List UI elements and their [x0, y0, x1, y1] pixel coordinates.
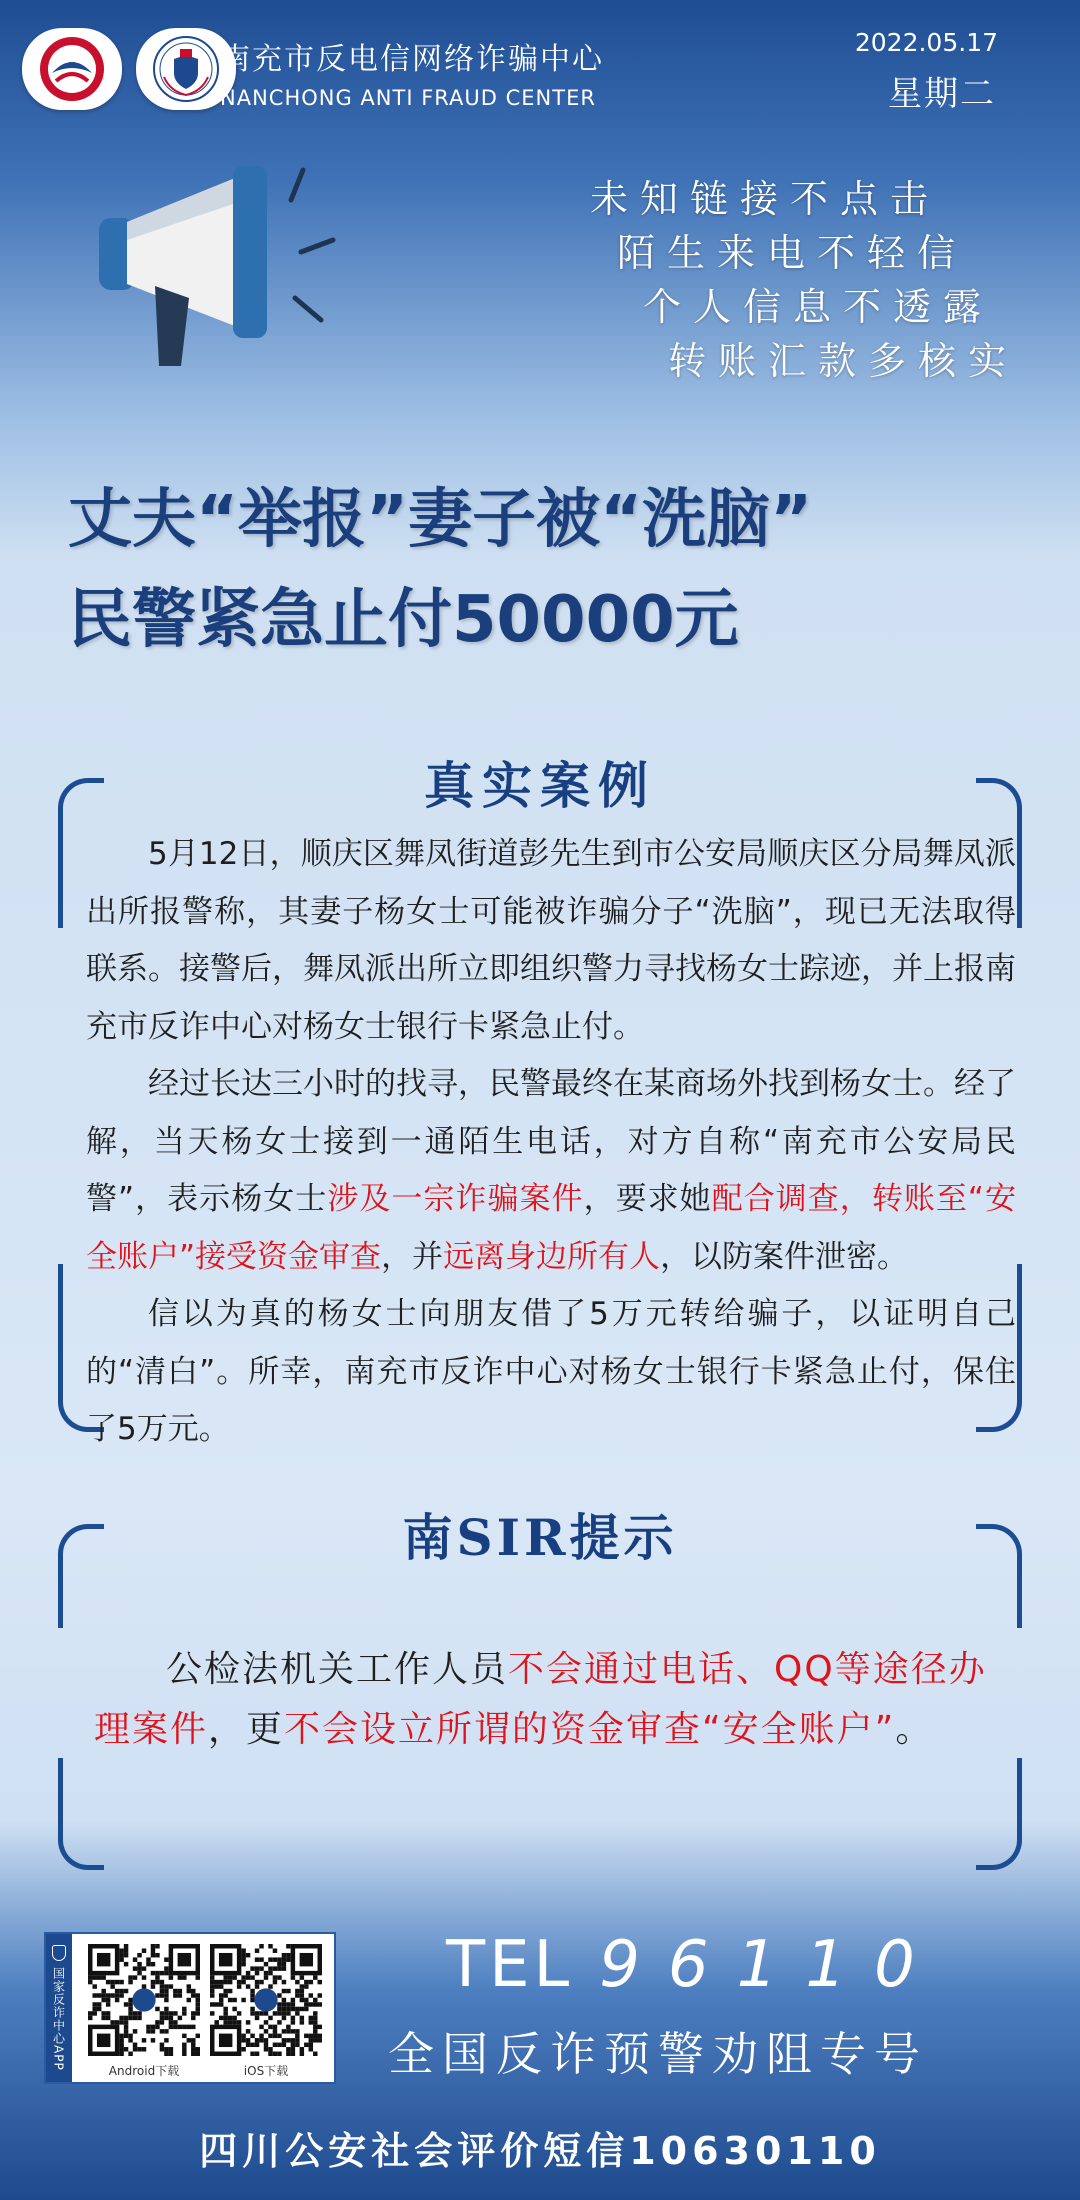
svg-text:南充公安: 南充公安 — [58, 49, 86, 57]
android-download-label: Android下载 — [108, 2064, 180, 2078]
tip-title: 南SIR提示 — [402, 1508, 678, 1567]
center-name-en: NANCHONG ANTI FRAUD CENTER — [220, 86, 596, 110]
shield-icon — [52, 1945, 66, 1961]
case-p2-text: ，并 — [381, 1238, 444, 1275]
tip-line-4: 转账汇款多核实 — [668, 339, 1019, 383]
ios-download-label: iOS下载 — [243, 2064, 289, 2078]
tip-highlight: 不会设立所谓的资金审查“安全账户” — [284, 1709, 896, 1750]
headline-line-2: 民警紧急止付50000元 — [68, 583, 739, 657]
police-badge-icon — [36, 33, 108, 105]
app-logo-icon — [254, 1988, 277, 2011]
tip-line-3: 个人信息不透露 — [643, 285, 994, 329]
tip-line-2: 陌生来电不轻信 — [617, 231, 968, 275]
hotline-label: 全国反诈预警劝阻专号 — [388, 2027, 928, 2081]
case-paragraph-3: 信以为真的杨女士向朋友借了5万元转给骗子，以证明自己的“清白”。所幸，南充市反诈中心对杨女士银行卡紧急止付，保住了5万元。 — [86, 1296, 1016, 1447]
tel-line — [446, 1928, 943, 2002]
case-p2-text: 经过长达三小时的找寻，民警最终在某商场外找到杨女士。经了解，当天杨女士接到一通陌生电话，对方自称“南充市公安局民警”，表示杨女士 — [86, 1066, 1016, 1217]
tip-frame-bottom-right — [976, 1758, 1022, 1870]
headline-line-1: 丈夫“举报”妻子被“洗脑” — [68, 483, 813, 557]
case-p2-highlight: 涉及一宗诈骗案件 — [327, 1181, 584, 1217]
police-logo — [22, 28, 122, 110]
case-title: 真实案例 — [424, 756, 656, 815]
case-body — [86, 826, 1016, 1459]
anti-fraud-seal-icon — [150, 33, 222, 105]
case-p2-text: ，以防案件泄密。 — [660, 1238, 909, 1275]
case-p2-text: ，要求她 — [583, 1181, 712, 1217]
tel-prefix: TEL — [446, 1928, 574, 2002]
tip-text: ，更 — [208, 1709, 285, 1750]
center-name — [220, 34, 604, 110]
weekday: 星期二 — [888, 74, 996, 114]
case-paragraph-2 — [86, 1056, 1016, 1286]
tip-text: 公检法机关工作人员 — [166, 1649, 509, 1690]
tip-highlight: 不会通过电话、QQ等途径办理案件 — [94, 1649, 987, 1750]
date: 2022.05.17 — [854, 28, 998, 57]
sms-evaluation-line: 四川公安社会评价短信10630110 — [199, 2129, 881, 2173]
header-logos — [22, 28, 236, 110]
anti-fraud-app-card — [44, 1932, 336, 2084]
headline — [68, 470, 1018, 670]
tel-number[interactable]: 96110 — [599, 1928, 943, 2002]
tip-frame-bottom-left — [58, 1758, 104, 1870]
center-name-cn: 南充市反电信网络诈骗中心 — [220, 42, 604, 77]
app-name-strip — [46, 1934, 72, 2082]
case-paragraph-1: 5月12日，顺庆区舞凤街道彭先生到市公安局顺庆区分局舞凤派出所报警称，其妻子杨女士可能被诈骗分子“洗脑”，现已无法取得联系。接警后，舞凤派出所立即组织警力寻找杨女士踪迹，并上报南充市反诈中心对杨女士银行卡紧急止付。 — [86, 836, 1016, 1045]
app-logo-icon — [132, 1988, 155, 2011]
tip-paragraph — [94, 1640, 1024, 1760]
app-name: 国家反诈中心APP — [51, 1967, 66, 2071]
android-qr-code[interactable] — [88, 1944, 200, 2056]
case-p2-highlight: 配合调查，转账至“安全账户”接受资金审查 — [86, 1181, 1017, 1275]
tip-text: 。 — [895, 1709, 934, 1750]
tip-body — [94, 1640, 1024, 1760]
ios-qr-code[interactable] — [210, 1944, 322, 2056]
tip-line-1: 未知链接不点击 — [590, 177, 941, 221]
megaphone-icon — [95, 160, 355, 370]
case-p2-highlight: 远离身边所有人 — [443, 1238, 661, 1275]
